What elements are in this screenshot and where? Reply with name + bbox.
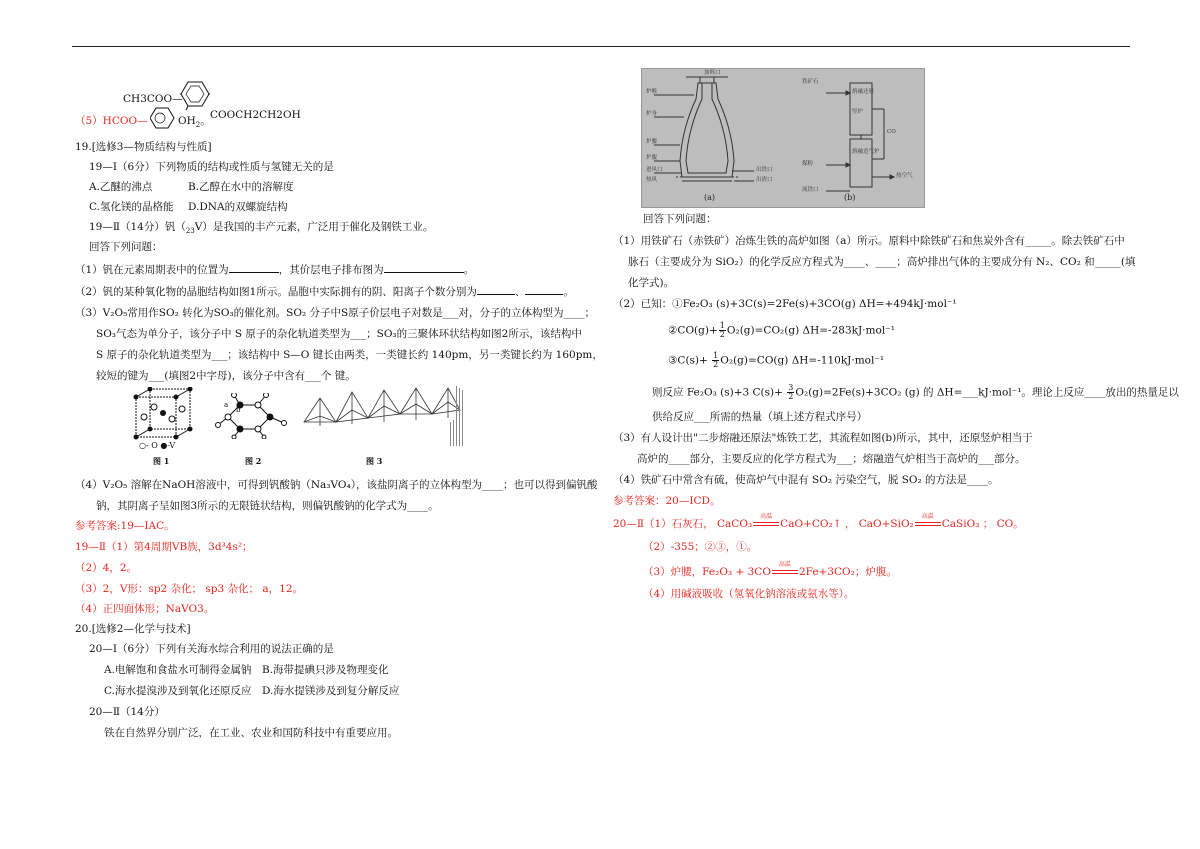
- furnace-top-label: 加料口: [704, 70, 721, 76]
- answer-20-I: 参考答案：20—ⅠCD。: [613, 495, 721, 507]
- furnace-label-4: 炉腹: [646, 155, 658, 161]
- answer-5-label: （5）HCOO—: [75, 115, 148, 127]
- header-rule: [72, 46, 1130, 47]
- flow-label-1: 熔融还原: [852, 89, 875, 95]
- q19-part3-line4: 较短的键为___(填图2中字母)，该分子中含有___个 键。: [96, 370, 356, 382]
- fraction-one-half: $\frac{1}{2}$: [719, 321, 725, 339]
- answer-20-II-4: （4）用碱液吸收（氢氧化钠溶液或氨水等）。: [643, 588, 855, 600]
- q20-part3-line2: 高炉的____部分，主要反应的化学方程式为___；熔融造气炉相当于高炉的___部分。: [637, 453, 1026, 465]
- q19-I-option-d: D.DNA的双螺旋结构: [188, 201, 288, 213]
- answer-19-II-1: 19—Ⅱ（1）第4周期ⅤB族，3d³4s²；: [75, 541, 253, 553]
- q20-I-stem: 20—Ⅰ（6分）下列有关海水综合利用的说法正确的是: [89, 643, 334, 655]
- q20-II-stem: 20—Ⅱ（14分）: [89, 706, 165, 718]
- figure-2-bond-b: b: [236, 406, 241, 414]
- figure-a-caption: (a): [704, 193, 716, 202]
- q19-part3-line1: （3）V₂O₅常用作SO₂ 转化为SO₃的催化剂。SO₂ 分子中S原子价层电子对数是___对，分子的立体构型为____；: [75, 307, 595, 319]
- answer-20-II-1: 20—Ⅱ（1）石灰石， CaCO₃ 高温 CaO+CO₂↑ ， CaO+SiO₂ 高温 CaSiO₃ ； CO。: [613, 513, 1024, 530]
- ester-chain-label: COOCH2CH2OH: [210, 109, 301, 121]
- answer-prompt-right: 回答下列问题：: [643, 213, 717, 225]
- blast-furnace-figure: [641, 68, 925, 208]
- q19-part1: （1）钒在元素周期表中的位置为 ，其价层电子排布图为 。: [75, 264, 475, 276]
- q19-I-stem: 19—Ⅰ（6分）下列物质的结构或性质与氢键无关的是: [89, 161, 334, 173]
- furnace-label-7: 进风口: [646, 167, 663, 173]
- high-temp-arrow: 高温: [771, 565, 799, 579]
- q19-header: 19.[选修3—物质结构与性质]: [75, 141, 212, 153]
- q19-II-stem: 19—Ⅱ（14分）钒$(_{23}V)$是我国的丰产元素，广泛用于催化及钢铁工业。: [89, 221, 434, 236]
- q20-part1-line1: （1）用铁矿石（赤铁矿）冶炼生铁的高炉如图（a）所示。原料中除铁矿石和焦炭外含有_____。除去铁矿石中: [613, 235, 1125, 247]
- flow-label-tap: 流铁口: [802, 187, 819, 193]
- q20-part4: （4）铁矿石中常含有硫，使高炉气中混有 SO₂ 污染空气，脱 SO₂ 的方法是____。: [613, 474, 999, 486]
- q20-part2-known: （2）已知：①Fe₂O₃ (s)+3C(s)=2Fe(s)+3CO(g) ΔH=+494kJ·mol⁻¹: [613, 298, 957, 310]
- answer-20-II-3: （3）炉腰，Fe₂O₃ + 3CO 高温 2Fe+3CO₂；炉腹。: [643, 561, 897, 578]
- furnace-label-1: 炉喉: [646, 89, 658, 95]
- q20-part2-target-end: 供给反应___所需的热量（填上述方程式序号）: [652, 411, 868, 423]
- flow-label-co: CO: [887, 129, 896, 135]
- figure-b-caption: (b): [844, 193, 856, 202]
- answer-19-II-2: （2）4，2。: [75, 562, 138, 574]
- flow-label-air: 热空气: [896, 173, 913, 179]
- fraction-three-halves: $\frac{3}{2}$: [788, 383, 794, 401]
- q20-part2-target: 则反应 Fe₂O₃ (s)+3 C(s)+ $\frac{3}{2}$ O₂(g)=2Fe(s)+3CO₂ (g) 的 ΔH=___kJ·mol⁻¹。理论上反应____放出的热量足以: [652, 383, 1179, 401]
- figure-3-caption: 图 3: [366, 456, 383, 466]
- hydroxyl-label: $OH_2$。: [178, 115, 211, 130]
- furnace-a-sketch: [642, 69, 782, 207]
- q20-part3-line1: （3）有人设计出"二步熔融还原法"炼铁工艺，其流程如图(b)所示，其中，还原竖炉相当于: [613, 432, 1033, 444]
- organic-structure-diagram: [150, 78, 290, 136]
- answer-19-II-4: （4）正四面体形；NaVO3。: [75, 603, 215, 615]
- figure-2-so3-trimer: [214, 393, 290, 439]
- q19-part4-line1: （4）V₂O₅ 溶解在NaOH溶液中，可得到钒酸钠（Na₃VO₄），该盐阴离子的立体构型为____；也可以得到偏钒酸: [75, 479, 598, 491]
- high-temp-arrow: 高温: [914, 517, 942, 531]
- flow-label-3: 熔融造气炉: [852, 149, 880, 155]
- acetyl-group-label: CH3COO—: [123, 93, 183, 105]
- furnace-label-6: 出渣口: [756, 177, 773, 183]
- figure-3-vanadate-chain: [300, 386, 464, 448]
- answer-prompt-left: 回答下列问题：: [89, 241, 163, 253]
- q19-part3-line3: S 原子的杂化轨道类型为___；该结构中 S—O 键长由两类，一类键长约 140pm，另一类键长约为 160pm，: [96, 349, 603, 361]
- figure-1-unit-cell: [132, 387, 196, 443]
- flow-label-ore: 铁矿石: [802, 79, 819, 85]
- q20-part1-line2: 脉石（主要成分为 SiO₂）的化学反应方程式为____、____；高炉排出气体的主要成分有 N₂、CO₂ 和_____(填: [628, 256, 1136, 268]
- q20-part1-line3: 化学式)。: [628, 277, 675, 289]
- q19-part2: （2）钒的某种氧化物的晶胞结构如图1所示。晶胞中实际拥有的阴、阳离子个数分别为 、 。: [75, 286, 574, 298]
- figure-2-caption: 图 2: [245, 456, 262, 466]
- q20-II-intro: 铁在自然界分别广泛，在工业、农业和国防科技中有重要应用。: [104, 727, 398, 739]
- q20-header: 20.[选修2—化学与技术]: [75, 623, 191, 635]
- q20-I-option-c: C.海水提溴涉及到氧化还原反应: [104, 685, 252, 697]
- figure-1-caption: 图 1: [153, 456, 170, 466]
- furnace-label-3: 炉腰: [646, 139, 658, 145]
- furnace-label-5: 出铁口: [756, 167, 773, 173]
- q20-I-option-a: A.电解饱和食盐水可制得金属钠: [104, 664, 252, 676]
- high-temp-arrow: 高温: [752, 517, 780, 531]
- answer-19-I: 参考答案:19—ⅠAC。: [75, 520, 175, 532]
- q19-part3-line2: SO₃气态为单分子，该分子中 S 原子的杂化轨道类型为___；SO₃的三聚体环状结构如图2所示，该结构中: [96, 328, 582, 340]
- furnace-label-2: 炉身: [646, 111, 658, 117]
- flow-label-2: 竖炉: [852, 109, 864, 115]
- q19-I-option-c: C.氢化镁的晶格能: [89, 201, 174, 213]
- q19-I-option-b: B.乙醇在水中的溶解度: [188, 181, 294, 193]
- figure-2-bond-a: a: [224, 401, 229, 409]
- q20-I-option-d: D.海水提镁涉及到复分解反应: [262, 685, 400, 697]
- figure-1-legend: ○- O ●-V: [139, 441, 176, 450]
- q20-part2-eq3: ③C(s)+ $\frac{1}{2}$ O₂(g)=CO(g) ΔH=-110kJ·mol⁻¹: [668, 351, 885, 369]
- q19-part4-line2: 钠，其阴离子呈如图3所示的无限链状结构，则偏钒酸钠的化学式为____。: [96, 500, 439, 512]
- q20-I-option-b: B.海带提碘只涉及物理变化: [262, 664, 389, 676]
- flow-label-coal: 煤粉: [802, 161, 814, 167]
- answer-20-II-2: （2）-355；②③，①。: [643, 541, 758, 553]
- q19-I-option-a: A.乙醚的沸点: [89, 181, 153, 193]
- q20-part2-eq2: ②CO(g)+ $\frac{1}{2}$ O₂(g)=CO₂(g) ΔH=-283kJ·mol⁻¹: [668, 321, 895, 339]
- furnace-label-8: 热风: [646, 177, 658, 183]
- fraction-one-half: $\frac{1}{2}$: [713, 351, 719, 369]
- answer-19-II-3: （3）2，V形：sp2 杂化； sp3 杂化； a，12。: [75, 583, 303, 595]
